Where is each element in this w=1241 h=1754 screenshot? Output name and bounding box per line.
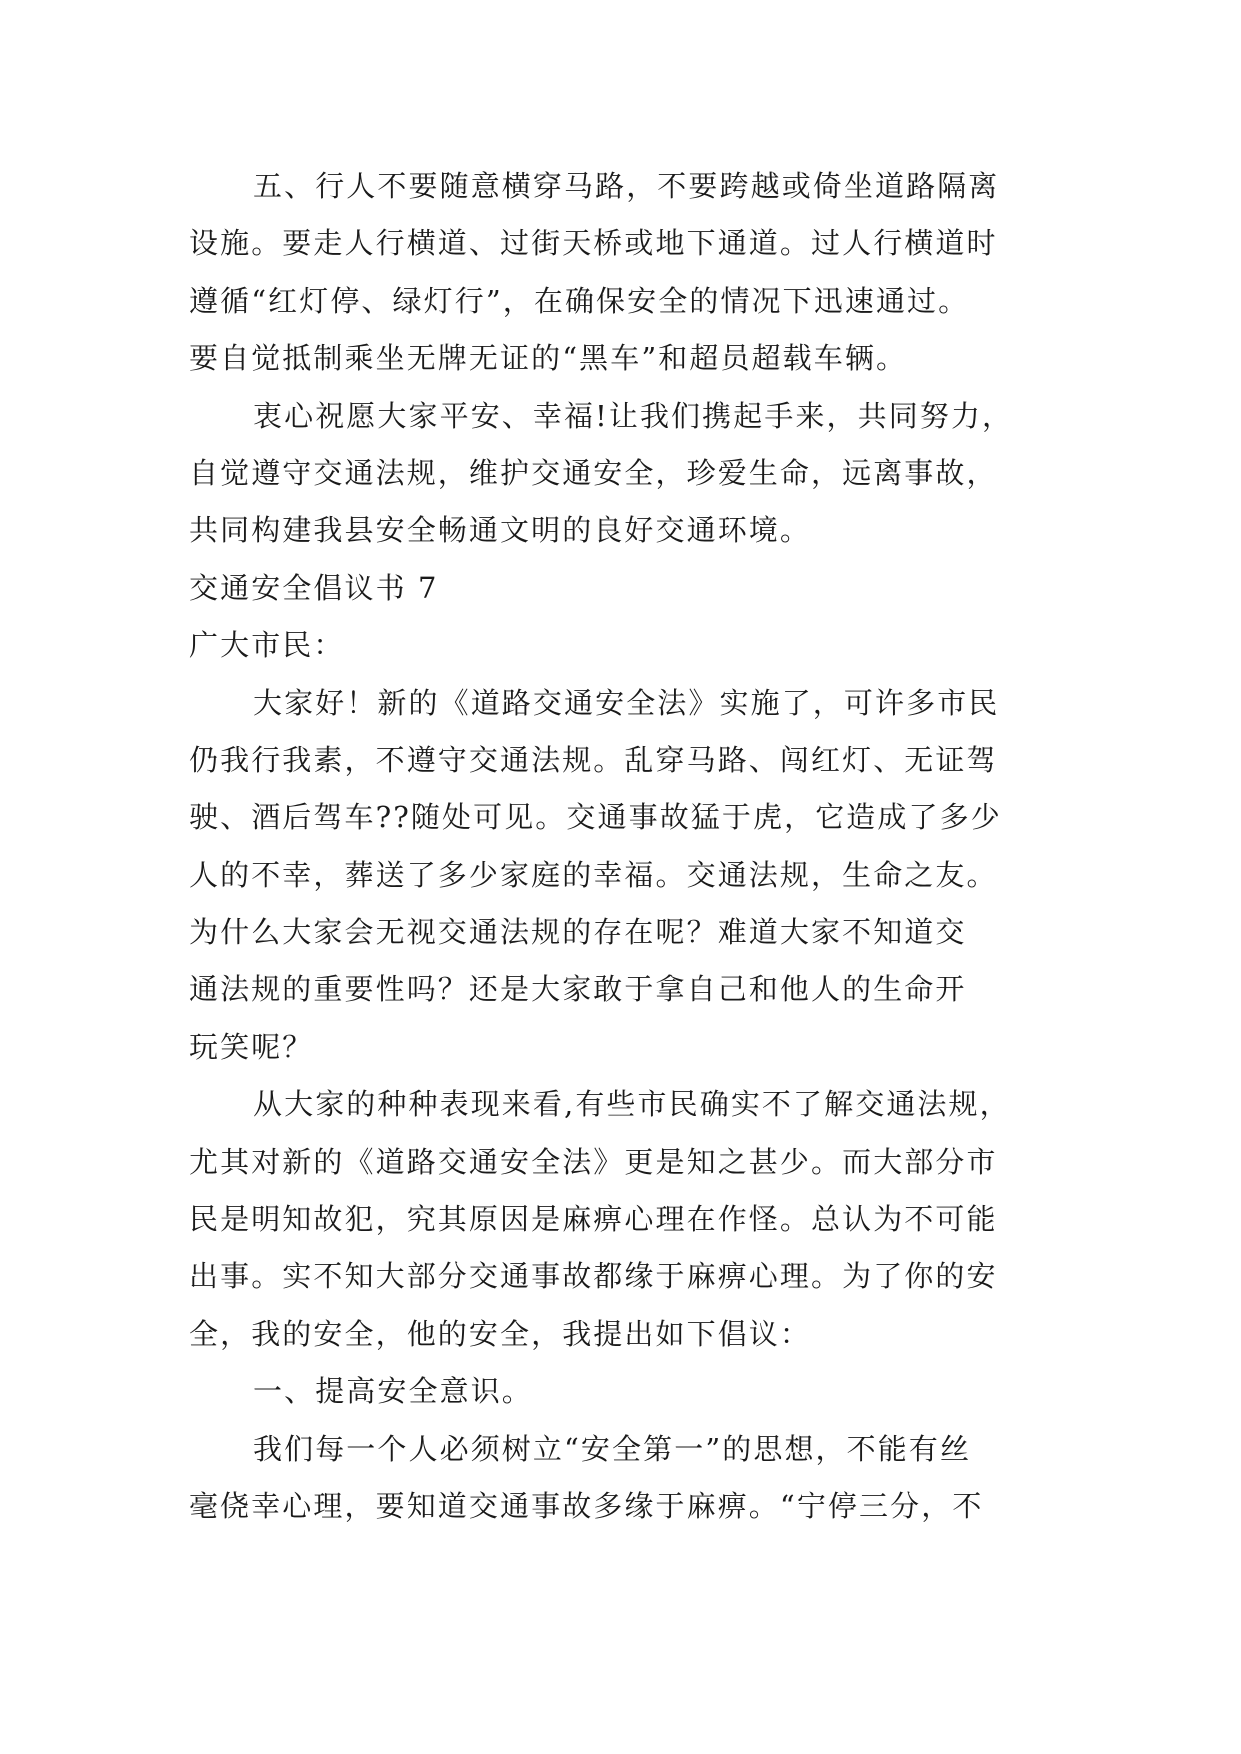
text-line: 全，我的安全，他的安全，我提出如下倡议： [189, 1316, 812, 1351]
text-line: 出事。实不知大部分交通事故都缘于麻痹心理。为了你的安 [189, 1259, 998, 1294]
text-line: 共同构建我县安全畅通文明的良好交通环境。 [189, 513, 812, 548]
text-line: 民是明知故犯，究其原因是麻痹心理在作怪。总认为不可能 [189, 1202, 998, 1237]
text-line: 广大市民： [189, 628, 345, 663]
text-line: 通法规的重要性吗？还是大家敢于拿自己和他人的生命开 [189, 972, 967, 1007]
text-line: 要自觉抵制乘坐无牌无证的“黑车”和超员超载车辆。 [189, 341, 908, 376]
document-body [189, 158, 1051, 1535]
text-line: 衷心祝愿大家平安、幸福!让我们携起手来，共同努力， [253, 398, 1014, 433]
text-line: 尤其对新的《道路交通安全法》更是知之甚少。而大部分市 [189, 1144, 998, 1179]
text-line: 驶、酒后驾车??随处可见。交通事故猛于虎，它造成了多少 [189, 800, 1002, 835]
section-heading: 交通安全倡议书 7 [189, 570, 439, 605]
text-line: 设施。要走人行横道、过街天桥或地下通道。过人行横道时 [189, 226, 998, 261]
text-line: 自觉遵守交通法规，维护交通安全，珍爱生命，远离事故， [189, 455, 998, 490]
text-line: 大家好！新的《道路交通安全法》实施了，可许多市民 [253, 685, 1000, 720]
text-line: 五、行人不要随意横穿马路，不要跨越或倚坐道路隔离 [253, 169, 1000, 203]
text-line: 从大家的种种表现来看,有些市民确实不了解交通法规， [253, 1087, 1011, 1122]
text-line: 仍我行我素，不遵守交通法规。乱穿马路、闯红灯、无证驾 [189, 742, 998, 777]
text-line: 人的不幸，葬送了多少家庭的幸福。交通法规，生命之友。 [189, 857, 998, 892]
text-line: 玩笑呢？ [189, 1029, 314, 1064]
text-line: 为什么大家会无视交通法规的存在呢？难道大家不知道交 [189, 915, 967, 950]
text-line: 一、提高安全意识。 [253, 1374, 533, 1409]
text-line: 遵循“红灯停、绿灯行”，在确保安全的情况下迅速通过。 [189, 283, 970, 318]
text-line: 我们每一个人必须树立“安全第一”的思想，不能有丝 [253, 1431, 972, 1466]
text-line: 毫侥幸心理，要知道交通事故多缘于麻痹。“宁停三分，不 [189, 1488, 984, 1523]
